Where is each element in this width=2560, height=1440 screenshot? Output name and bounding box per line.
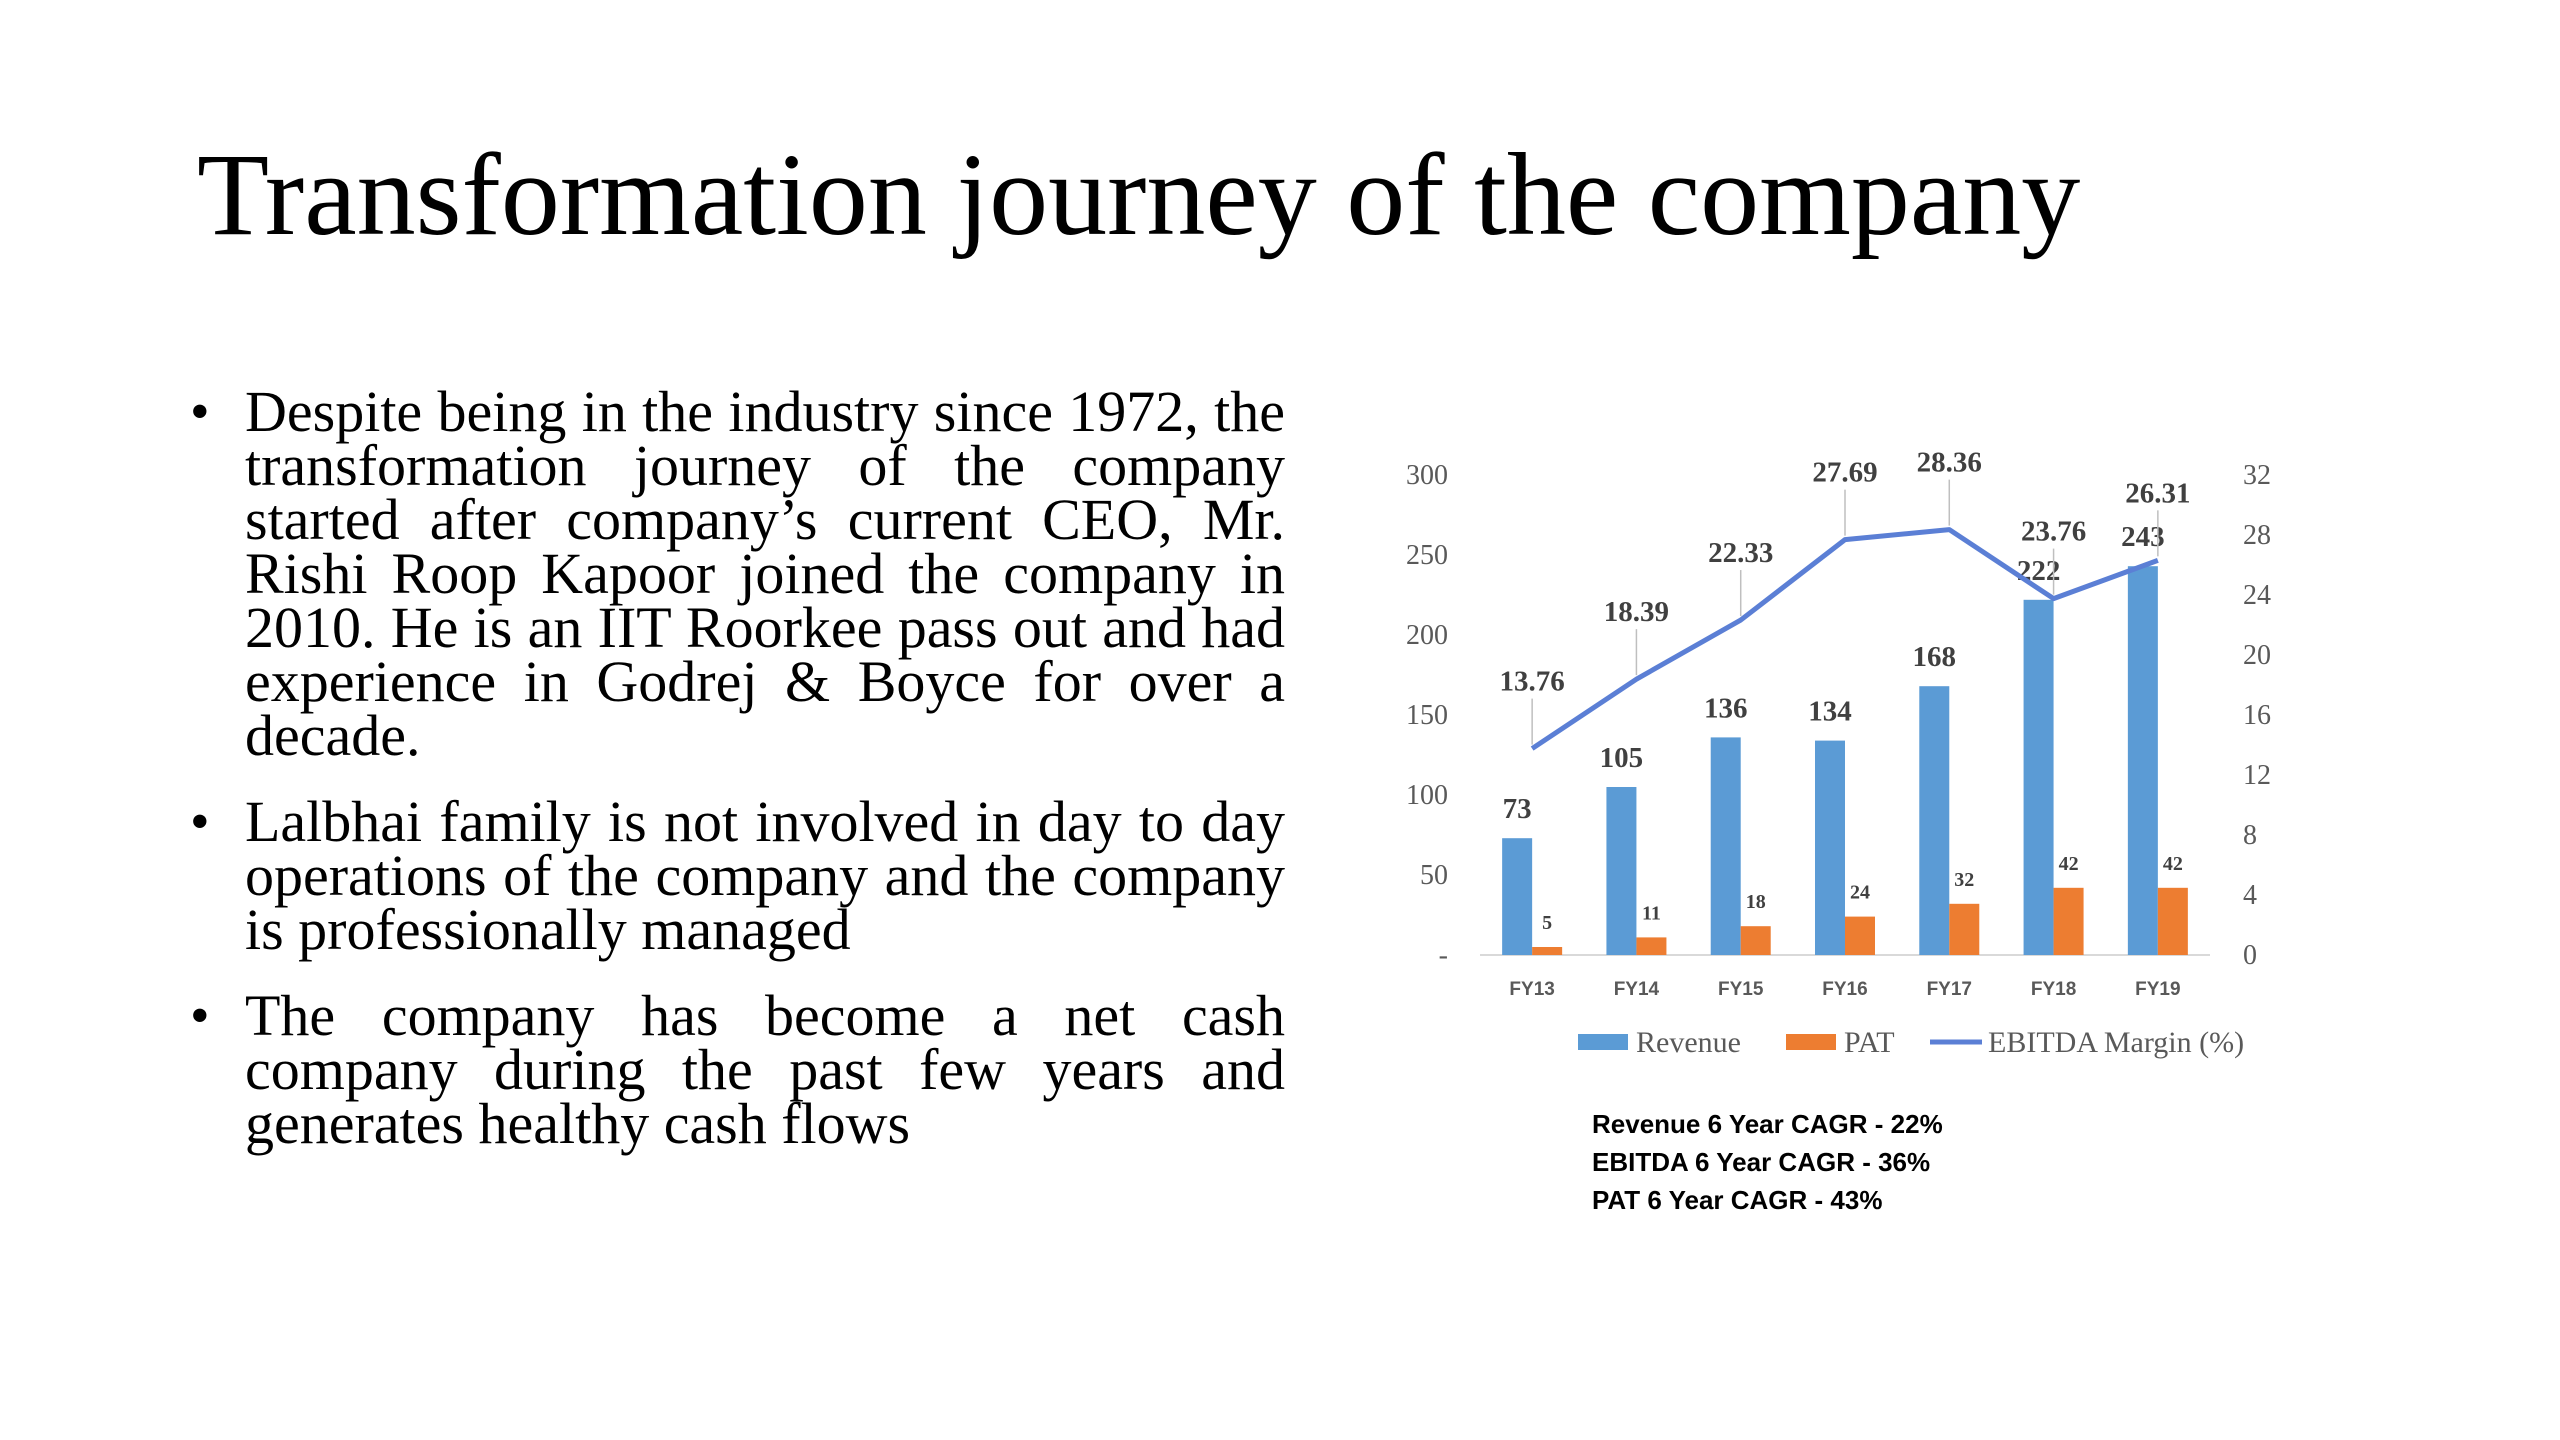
pat-data-label: 24 <box>1850 881 1870 904</box>
y-left-tick-label: - <box>1438 940 1448 971</box>
y-right-tick-label: 32 <box>2243 460 2271 491</box>
pat-data-label: 42 <box>2058 852 2079 875</box>
legend-pat-swatch <box>1786 1034 1836 1050</box>
revenue-bar <box>2128 566 2158 955</box>
legend-revenue-swatch <box>1578 1034 1628 1050</box>
ebitda-data-label: 23.76 <box>2020 515 2087 548</box>
bullet-item <box>190 379 1285 768</box>
y-left-tick-label: 100 <box>1406 780 1448 811</box>
x-tick-label: FY15 <box>1718 979 1764 1000</box>
revenue-data-label: 243 <box>2121 521 2165 554</box>
x-tick-label: FY17 <box>1926 979 1972 1000</box>
pat-bar <box>1949 904 1979 955</box>
revenue-bar <box>1919 686 1949 955</box>
pat-data-label: 32 <box>1954 868 1975 891</box>
bullet-item <box>190 983 1285 1156</box>
cagr-pat: PAT 6 Year CAGR - 43% <box>1592 1185 1883 1215</box>
pat-data-label: 11 <box>1641 902 1661 925</box>
cagr-notes <box>1592 1105 1943 1219</box>
pat-bar <box>1532 947 1562 955</box>
revenue-data-label: 168 <box>1912 641 1957 674</box>
legend-pat-label: PAT <box>1844 1026 1895 1059</box>
bullet-text: The company has become a net cash company during the past few years and generates healthy cash flows <box>245 983 1285 1156</box>
pat-data-label: 18 <box>1745 891 1766 914</box>
pat-bar <box>1845 917 1875 955</box>
bullet-symbol: • <box>190 791 210 853</box>
pat-data-label: 5 <box>1542 912 1553 934</box>
revenue-bar <box>1502 838 1532 955</box>
chart-svg <box>1370 440 2310 1100</box>
revenue-data-label: 73 <box>1502 793 1532 826</box>
revenue-bar <box>1711 737 1741 955</box>
bullet-symbol: • <box>190 381 210 443</box>
y-right-tick-label: 4 <box>2243 880 2257 911</box>
bullet-text: Lalbhai family is not involved in day to day operations of the company and the company is professionally managed <box>245 789 1285 962</box>
x-tick-label: FY19 <box>2135 979 2181 1000</box>
y-left-tick-label: 300 <box>1406 460 1448 491</box>
pat-data-label: 42 <box>2162 852 2183 875</box>
pat-bar <box>1741 926 1771 955</box>
y-left-tick-label: 150 <box>1406 700 1448 731</box>
pat-bar <box>2054 888 2084 955</box>
bullet-text: Despite being in the industry since 1972, the transformation journey of the company started after company’s current CEO, Mr. Rishi Roop Kapoor joined the company in 2010. He is an IIT Roorkee pass out and had experience in Godrej & Boyce for over a decade. <box>245 379 1285 768</box>
bullet-symbol: • <box>190 985 210 1047</box>
combo-chart <box>1370 440 2310 1100</box>
slide-title: Transformation journey of the company <box>197 129 2081 260</box>
legend-ebitda-label: EBITDA Margin (%) <box>1988 1026 2245 1059</box>
ebitda-data-label: 18.39 <box>1603 596 1670 629</box>
bullet-item <box>190 789 1285 962</box>
revenue-data-label: 136 <box>1703 692 1748 725</box>
revenue-bar <box>1606 787 1636 955</box>
y-right-tick-label: 8 <box>2243 820 2257 851</box>
x-tick-label: FY16 <box>1822 979 1868 1000</box>
revenue-data-label: 134 <box>1808 695 1852 728</box>
revenue-data-label: 222 <box>2016 554 2061 587</box>
y-left-tick-label: 50 <box>1420 860 1448 891</box>
cagr-ebitda: EBITDA 6 Year CAGR - 36% <box>1592 1147 1931 1177</box>
y-right-tick-label: 0 <box>2243 940 2257 971</box>
bullet-list <box>190 379 1285 1183</box>
y-right-tick-label: 24 <box>2243 580 2271 611</box>
revenue-data-label: 105 <box>1599 742 1644 774</box>
legend-revenue-label: Revenue <box>1636 1026 1741 1059</box>
y-left-tick-label: 200 <box>1406 620 1448 651</box>
ebitda-data-label: 22.33 <box>1708 537 1774 570</box>
revenue-bar <box>1815 741 1845 955</box>
y-right-tick-label: 16 <box>2243 700 2271 731</box>
y-right-tick-label: 28 <box>2243 520 2271 551</box>
pat-bar <box>1636 937 1666 955</box>
cagr-revenue: Revenue 6 Year CAGR - 22% <box>1592 1109 1943 1139</box>
x-tick-label: FY18 <box>2030 979 2077 1000</box>
ebitda-data-label: 26.31 <box>2125 477 2191 510</box>
ebitda-data-label: 13.76 <box>1499 665 1565 698</box>
x-tick-label: FY13 <box>1509 979 1555 1000</box>
y-left-tick-label: 250 <box>1406 540 1448 571</box>
x-tick-label: FY14 <box>1613 979 1660 1000</box>
y-right-tick-label: 12 <box>2243 760 2271 791</box>
revenue-bar <box>2024 600 2054 955</box>
ebitda-data-label: 28.36 <box>1916 446 1982 479</box>
ebitda-data-label: 27.69 <box>1812 456 1878 489</box>
pat-bar <box>2158 888 2188 955</box>
y-right-tick-label: 20 <box>2243 640 2271 671</box>
